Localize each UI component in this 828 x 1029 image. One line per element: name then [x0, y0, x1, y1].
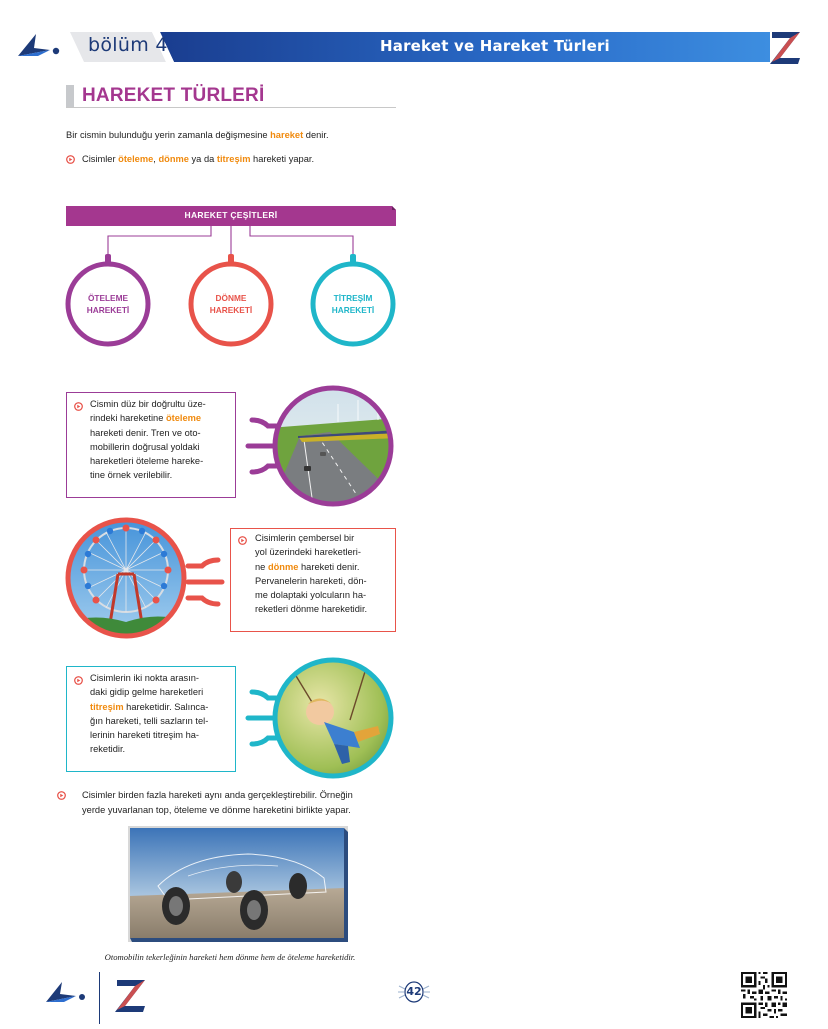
donme-text	[255, 531, 395, 617]
donme-info-box	[230, 528, 396, 632]
text-line: Cisimlerin iki nokta arasın-	[90, 673, 200, 683]
text-fragment: ne	[255, 561, 268, 572]
text-fragment: hareketidir. Salınca-	[123, 701, 209, 712]
intro-text: Cisimler	[82, 154, 119, 164]
page-number: 42	[406, 985, 422, 998]
intro-text: denir.	[303, 130, 329, 140]
titresim-text	[90, 671, 234, 757]
text-line: Cismin düz bir doğrultu üze-	[90, 399, 206, 409]
car-wheels-photo	[128, 826, 348, 942]
circle-label-line: ÖTELEME	[87, 293, 129, 303]
keyword-donme: dönme	[267, 561, 299, 572]
intro-definition	[66, 129, 329, 142]
bullet-icon	[66, 155, 75, 164]
text-line: tine örnek verilebilir.	[90, 470, 173, 481]
diagram-title: HAREKET ÇEŞİTLERİ	[184, 210, 278, 220]
intro-text: ,	[153, 154, 159, 164]
bullet-icon	[238, 536, 247, 545]
footer-arrow-logo-icon	[42, 976, 92, 1010]
bullet-icon	[74, 402, 83, 411]
circle-label-line: TİTREŞİM	[333, 293, 373, 303]
text-line: mobillerin doğrusal yoldaki	[90, 441, 200, 452]
circle-donme	[191, 292, 271, 316]
titresim-info-box	[66, 666, 236, 772]
section-marker	[66, 85, 74, 108]
text-line: Cisimlerin çembersel bir	[255, 533, 355, 543]
text-line: reketleri dönme hareketidir.	[255, 604, 368, 615]
qr-code-icon[interactable]	[741, 972, 787, 1018]
text-line: me dolaptaki yolcuların ha-	[255, 590, 367, 601]
text-line: daki gidip gelme hareketleri	[90, 687, 204, 698]
closing-paragraph	[82, 788, 412, 818]
bullet-icon	[57, 791, 66, 800]
swing-child-photo	[238, 652, 398, 784]
text-line: hareketleri öteleme hareke-	[90, 456, 204, 467]
circle-label-line: DÖNME	[215, 293, 247, 303]
diagram-connectors	[60, 224, 405, 354]
circle-titresim	[313, 292, 393, 316]
text-line: Pervanelerin hareketi, dön-	[255, 575, 367, 586]
text-line: hareketi denir. Tren ve oto-	[90, 427, 201, 438]
circle-oteleme	[68, 292, 148, 316]
section-title: HAREKET TÜRLERİ	[82, 85, 265, 106]
text-line	[90, 411, 234, 425]
header-title: Hareket ve Hareket Türleri	[380, 37, 610, 55]
text-line	[255, 560, 395, 574]
intro-text: ya da	[188, 154, 217, 164]
figure-caption: Otomobilin tekerleğinin hareketi hem dönme hem de öteleme hareketidir.	[104, 952, 356, 962]
keyword-titresim: titreşim	[90, 701, 124, 712]
text-line: lerinin hareketi titreşim ha-	[90, 730, 200, 741]
keyword-hareket: hareket	[270, 130, 304, 140]
chapter-label: bölüm 4	[88, 34, 168, 56]
text-line: reketidir.	[90, 744, 126, 755]
highway-train-photo	[238, 380, 398, 512]
text-line: yol üzerindeki hareketleri-	[255, 547, 361, 558]
intro-text: Bir cismin bulunduğu yerin zamanla değişmesine	[66, 130, 271, 140]
circle-label-line: HAREKETİ	[331, 305, 375, 315]
keyword-oteleme: öteleme	[118, 154, 154, 164]
footer-divider	[99, 972, 100, 1024]
text-line: Cisimler birden fazla hareketi aynı anda gerçekleştirebilir. Örneğin	[82, 790, 353, 800]
circle-label-line: HAREKETİ	[209, 305, 253, 315]
keyword-oteleme: öteleme	[165, 413, 202, 424]
intro-types	[82, 153, 314, 166]
text-line	[90, 700, 234, 714]
keyword-donme: dönme	[158, 154, 189, 164]
text-line: ğın hareketi, telli sazların tel-	[90, 715, 209, 726]
footer-z-logo-icon	[110, 976, 152, 1014]
text-fragment: rindeki hareketine	[90, 413, 166, 424]
text-line: yerde yuvarlanan top, öteleme ve dönme hareketini birlikte yapar.	[82, 805, 351, 815]
section-divider	[66, 107, 396, 108]
brand-z-logo-icon	[766, 28, 806, 66]
text-fragment: hareketi denir.	[298, 561, 360, 572]
bullet-icon	[74, 676, 83, 685]
circle-label-line: HAREKETİ	[86, 305, 130, 315]
oteleme-info-box	[66, 392, 236, 498]
brand-logo-arrow-icon	[14, 26, 62, 66]
ferris-wheel-photo	[62, 512, 232, 644]
intro-text: hareketi yapar.	[250, 154, 315, 164]
keyword-titresim: titreşim	[216, 154, 251, 164]
oteleme-text	[90, 397, 234, 483]
